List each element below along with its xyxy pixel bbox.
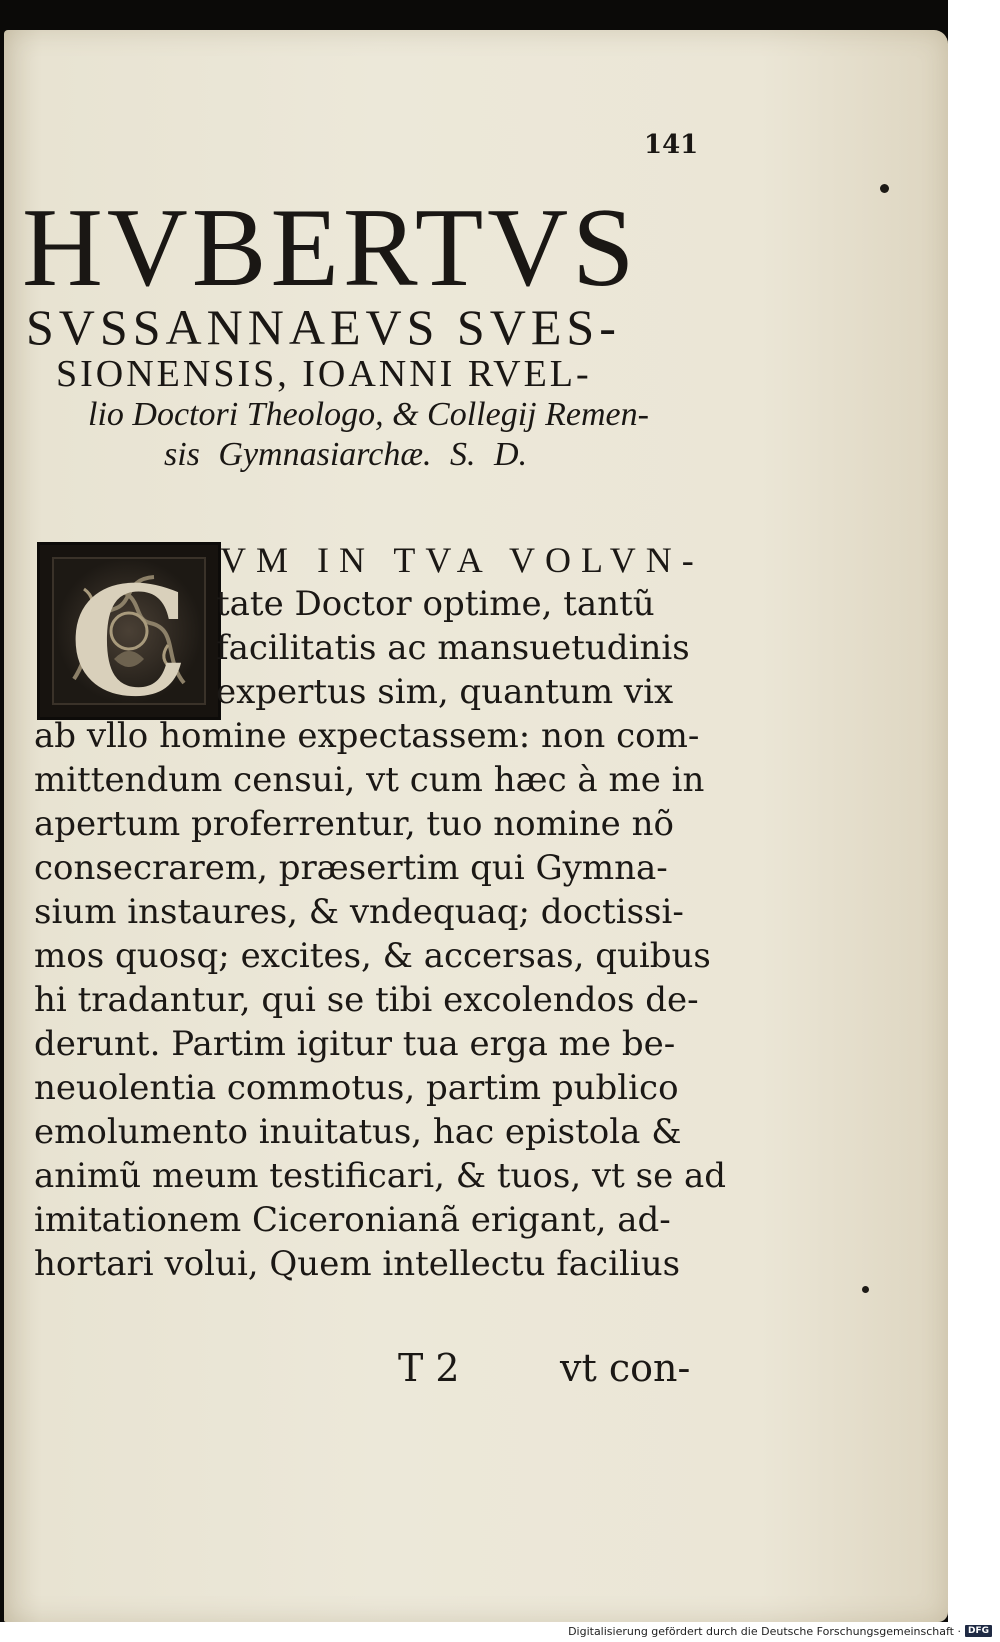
digitization-credit [568, 1622, 992, 1640]
title-line-2: SIONENSIS, IOANNI RVEL- [56, 353, 592, 395]
text-line-16: imitationem Ciceronianã erigant, ad- [34, 1200, 671, 1240]
decorated-initial [37, 542, 221, 730]
text-line-14: emolumento inuitatus, hac epistola & [34, 1112, 682, 1152]
book-page [4, 30, 948, 1622]
page-number: 141 [644, 130, 699, 160]
initial-ornament-frame [52, 554, 206, 730]
text-line-5: ab vllo homine expectassem: non com- [34, 716, 700, 756]
text-line-9: sium instaures, & vndequaq; doctissi- [34, 892, 684, 932]
margin-mark [862, 1286, 869, 1293]
text-line-11: hi tradantur, qui se tibi excolendos de- [34, 980, 699, 1020]
text-line-6: mittendum censui, vt cum hæc à me in [34, 760, 705, 800]
text-line-12: derunt. Partim igitur tua erga me be- [34, 1024, 676, 1064]
credit-text: Digitalisierung gefördert durch die Deutsche Forschungsgemeinschaft · [568, 1624, 961, 1638]
margin-mark [880, 184, 889, 193]
text-line-1: VM IN TVA VOLVN- [220, 540, 704, 580]
text-line-15: animũ meum testificari, & tuos, vt se ad [34, 1156, 727, 1196]
text-line-7: apertum proferrentur, tuo nomine nõ [34, 804, 674, 844]
title-main: HVBERTVS [22, 186, 639, 310]
text-line-8: consecrarem, præsertim qui Gymna- [34, 848, 668, 888]
signature-mark: T 2 [398, 1346, 460, 1390]
text-line-4: expertus sim, quantum vix [216, 672, 674, 712]
dfg-logo: DFG [965, 1625, 992, 1637]
text-line-13: neuolentia commotus, partim publico [34, 1068, 679, 1108]
initial-letter: C [69, 554, 189, 730]
catchword: vt con- [560, 1346, 691, 1390]
title-line-4: sis Gymnasiarchæ. S. D. [164, 436, 528, 473]
text-line-17: hortari volui, Quem intellectu facilius [34, 1244, 681, 1284]
text-line-2: tate Doctor optime, tantũ [216, 584, 655, 624]
text-line-10: mos quosq; excites, & accersas, quibus [34, 936, 711, 976]
text-line-3: facilitatis ac mansuetudinis [216, 628, 690, 668]
title-line-1: SVSSANNAEVS SVES- [26, 299, 621, 355]
title-line-3: lio Doctori Theologo, & Collegij Remen- [88, 396, 649, 433]
